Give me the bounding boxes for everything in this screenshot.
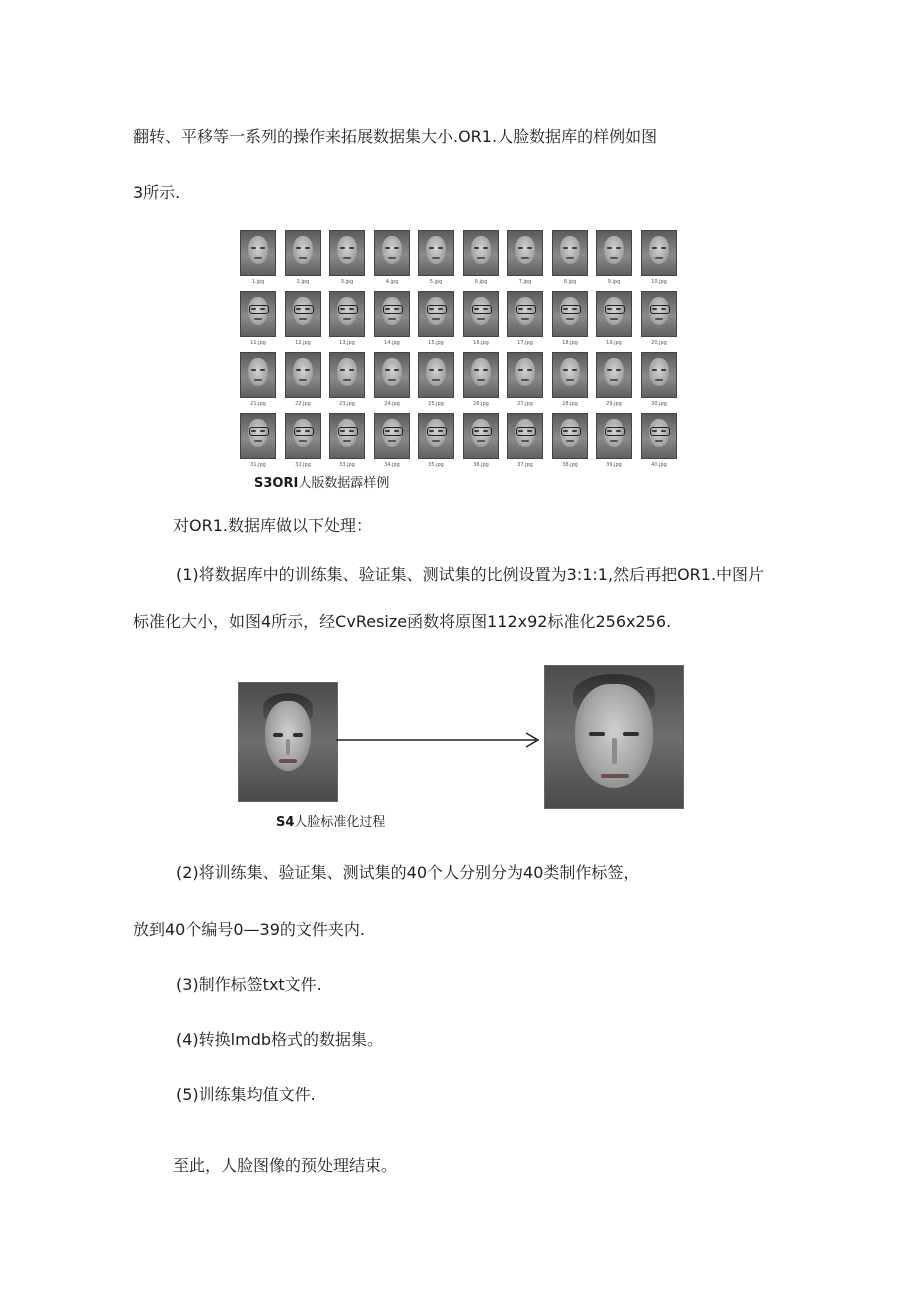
face-filename: 30.jpg — [651, 401, 667, 407]
figure-4-caption — [276, 815, 385, 831]
face-sample — [463, 291, 499, 349]
face-filename: 16.jpg — [473, 340, 489, 346]
face-filename: 14.jpg — [384, 340, 400, 346]
face-filename: 24.jpg — [384, 401, 400, 407]
face-thumbnail — [329, 413, 365, 459]
face-filename: 26.jpg — [473, 401, 489, 407]
paragraph-line-1: 翻转、平移等一系列的操作来拓展数据集大小.OR1.人脸数据库的样例如图 — [133, 127, 658, 146]
face-sample — [507, 291, 543, 349]
face-filename: 25.jpg — [428, 401, 444, 407]
face-thumbnail — [329, 352, 365, 398]
face-filename: 6.jpg — [474, 279, 488, 285]
face-filename: 7.jpg — [518, 279, 532, 285]
paragraph-line-2: 3所示. — [133, 183, 181, 202]
face-sample-grid — [240, 230, 678, 470]
face-sample — [240, 413, 276, 471]
face-sample — [329, 230, 365, 288]
face-sample — [285, 291, 321, 349]
face-filename: 35.jpg — [428, 462, 444, 468]
face-thumbnail — [596, 230, 632, 276]
face-thumbnail — [374, 291, 410, 337]
face-filename: 34.jpg — [384, 462, 400, 468]
face-thumbnail — [374, 352, 410, 398]
face-thumbnail — [418, 230, 454, 276]
face-thumbnail — [285, 230, 321, 276]
face-sample — [552, 291, 588, 349]
face-filename: 9.jpg — [607, 279, 621, 285]
face-thumbnail — [596, 352, 632, 398]
face-sample — [329, 352, 365, 410]
face-filename: 37.jpg — [517, 462, 533, 468]
face-sample — [329, 291, 365, 349]
face-sample — [507, 352, 543, 410]
face-filename: 3.jpg — [340, 279, 354, 285]
face-thumbnail — [329, 230, 365, 276]
face-sample — [374, 291, 410, 349]
figure-4-caption-text: 人脸标准化过程 — [294, 815, 386, 830]
face-thumbnail — [596, 413, 632, 459]
face-filename: 4.jpg — [385, 279, 399, 285]
face-thumbnail — [374, 413, 410, 459]
paragraph-line-10: (5)训练集均值文件. — [176, 1085, 316, 1104]
face-filename: 18.jpg — [562, 340, 578, 346]
figure-3-caption-label: S3ORI — [254, 476, 299, 491]
face-sample — [596, 413, 632, 471]
face-sample — [641, 413, 677, 471]
face-thumbnail — [418, 413, 454, 459]
face-thumbnail — [641, 413, 677, 459]
face-sample — [418, 413, 454, 471]
face-thumbnail — [418, 291, 454, 337]
face-filename: 29.jpg — [606, 401, 622, 407]
face-thumbnail — [641, 230, 677, 276]
face-sample — [374, 230, 410, 288]
face-filename: 2.jpg — [296, 279, 310, 285]
normalized-face-image — [544, 665, 684, 809]
face-thumbnail — [463, 230, 499, 276]
face-filename: 36.jpg — [473, 462, 489, 468]
face-thumbnail — [507, 352, 543, 398]
face-filename: 13.jpg — [339, 340, 355, 346]
face-sample — [240, 352, 276, 410]
face-filename: 31.jpg — [250, 462, 266, 468]
face-sample — [641, 352, 677, 410]
face-thumbnail — [463, 413, 499, 459]
face-sample — [507, 230, 543, 288]
face-thumbnail — [552, 230, 588, 276]
face-filename: 23.jpg — [339, 401, 355, 407]
face-thumbnail — [641, 291, 677, 337]
original-face-image — [238, 682, 338, 802]
face-sample — [285, 413, 321, 471]
face-sample — [641, 230, 677, 288]
face-thumbnail — [285, 413, 321, 459]
face-sample — [329, 413, 365, 471]
face-sample — [552, 352, 588, 410]
face-thumbnail — [240, 291, 276, 337]
face-thumbnail — [463, 352, 499, 398]
face-thumbnail — [240, 352, 276, 398]
face-filename: 10.jpg — [651, 279, 667, 285]
face-thumbnail — [374, 230, 410, 276]
face-thumbnail — [507, 291, 543, 337]
face-thumbnail — [507, 413, 543, 459]
face-thumbnail — [507, 230, 543, 276]
face-filename: 11.jpg — [250, 340, 266, 346]
face-sample — [285, 352, 321, 410]
face-thumbnail — [552, 291, 588, 337]
face-thumbnail — [641, 352, 677, 398]
face-filename: 15.jpg — [428, 340, 444, 346]
face-filename: 38.jpg — [562, 462, 578, 468]
paragraph-line-5: 标准化大小，如图4所示，经CvResize函数将原图112x92标准化256x256. — [133, 612, 672, 631]
face-thumbnail — [418, 352, 454, 398]
face-sample — [240, 230, 276, 288]
face-sample — [641, 291, 677, 349]
face-thumbnail — [240, 413, 276, 459]
face-thumbnail — [552, 413, 588, 459]
face-sample — [596, 352, 632, 410]
face-thumbnail — [596, 291, 632, 337]
face-filename: 39.jpg — [606, 462, 622, 468]
face-sample — [418, 352, 454, 410]
face-filename: 40.jpg — [651, 462, 667, 468]
paragraph-line-3: 对OR1.数据库做以下处理： — [173, 516, 372, 535]
face-sample — [463, 352, 499, 410]
face-thumbnail — [285, 291, 321, 337]
paragraph-line-8: (3)制作标签txt文件. — [176, 975, 322, 994]
face-sample — [240, 291, 276, 349]
face-sample — [552, 230, 588, 288]
face-thumbnail — [552, 352, 588, 398]
face-sample — [418, 230, 454, 288]
face-sample — [463, 413, 499, 471]
paragraph-line-4: (1)将数据库中的训练集、验证集、测试集的比例设置为3:1:1,然后再把OR1.中图片 — [176, 565, 765, 584]
face-filename: 12.jpg — [295, 340, 311, 346]
face-filename: 27.jpg — [517, 401, 533, 407]
figure-4-caption-label: S4 — [276, 815, 295, 830]
face-sample — [463, 230, 499, 288]
face-sample — [374, 352, 410, 410]
face-sample — [596, 291, 632, 349]
face-filename: 22.jpg — [295, 401, 311, 407]
face-filename: 8.jpg — [563, 279, 577, 285]
figure-3-caption — [254, 476, 389, 492]
paragraph-line-9: (4)转换lmdb格式的数据集。 — [176, 1030, 384, 1049]
face-normalization-figure — [230, 660, 690, 810]
face-filename: 1.jpg — [251, 279, 265, 285]
face-filename: 21.jpg — [250, 401, 266, 407]
face-thumbnail — [329, 291, 365, 337]
face-thumbnail — [463, 291, 499, 337]
face-sample — [374, 413, 410, 471]
face-thumbnail — [240, 230, 276, 276]
arrow-icon — [336, 730, 544, 750]
paragraph-line-11: 至此，人脸图像的预处理结束。 — [173, 1156, 398, 1175]
face-filename: 17.jpg — [517, 340, 533, 346]
face-sample — [507, 413, 543, 471]
face-filename: 28.jpg — [562, 401, 578, 407]
face-filename: 33.jpg — [339, 462, 355, 468]
paragraph-line-6: (2)将训练集、验证集、测试集的40个人分别分为40类制作标签， — [176, 863, 640, 882]
paragraph-line-7: 放到40个编号0—39的文件夹内. — [133, 920, 365, 939]
face-sample — [285, 230, 321, 288]
figure-3-caption-text: 人版数据霹样例 — [298, 476, 390, 491]
face-thumbnail — [285, 352, 321, 398]
face-filename: 5.jpg — [429, 279, 443, 285]
face-filename: 19.jpg — [606, 340, 622, 346]
face-filename: 32.jpg — [295, 462, 311, 468]
face-filename: 20.jpg — [651, 340, 667, 346]
face-sample — [418, 291, 454, 349]
face-sample — [552, 413, 588, 471]
face-sample — [596, 230, 632, 288]
